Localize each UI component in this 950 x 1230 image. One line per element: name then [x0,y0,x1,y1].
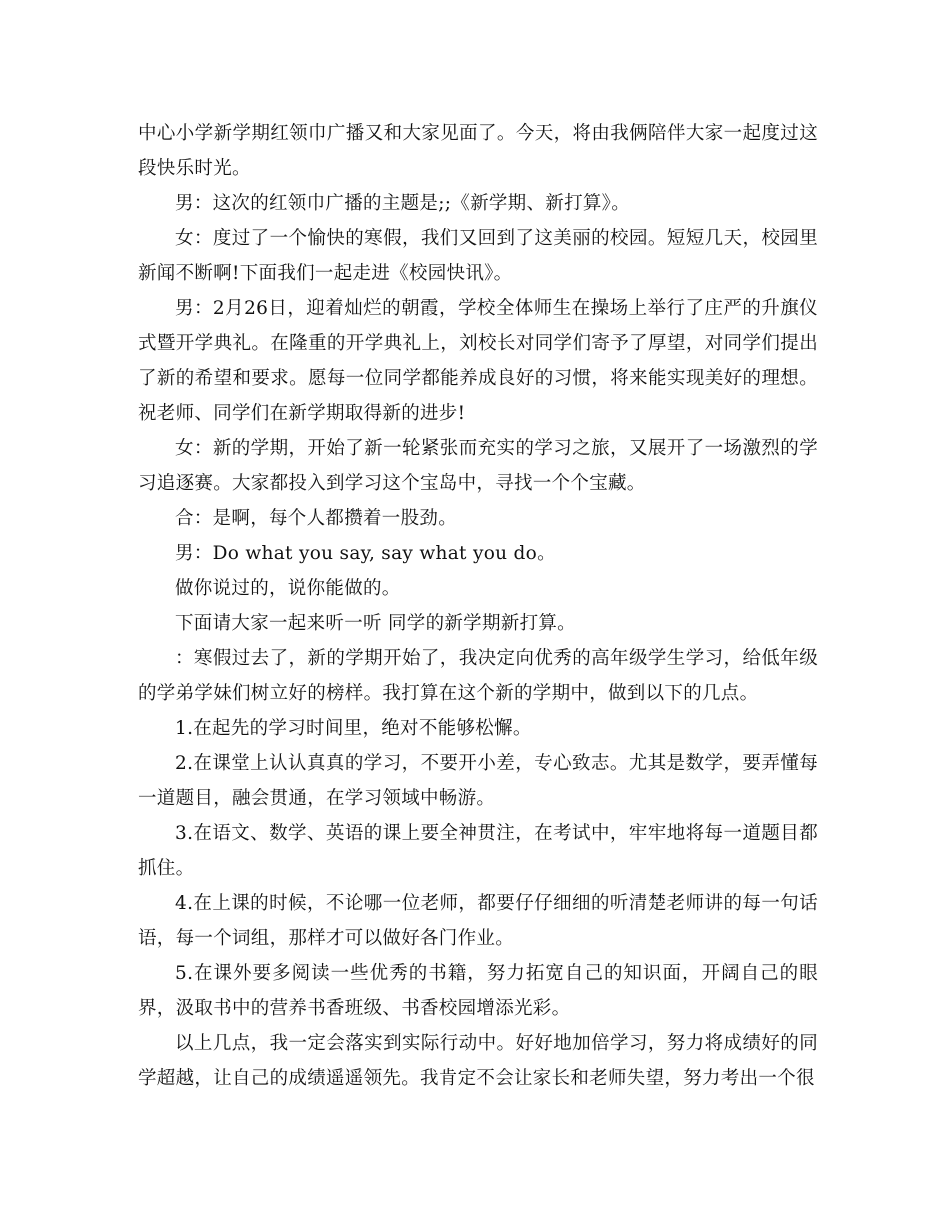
list-item-1: 1.在起先的学习时间里，绝对不能够松懈。 [175,718,532,739]
list-item-3: 3.在语文、数学、英语的课上要全神贯注，在考试中，牢牢地将每一道题目都抓住。 [138,823,818,879]
paragraph-new-semester: 女：新的学期，开始了新一轮紧张而充实的学习之旅，又展开了一场激烈的学习追逐赛。大家都投入到学习这个宝岛中，寻找一个个宝藏。 [138,438,818,494]
paragraph-intro: 中心小学新学期红领巾广播又和大家见面了。今天，将由我俩陪伴大家一起度过这段快乐时光。 [138,123,818,179]
paragraph-conclusion: 以上几点，我一定会落实到实际行动中。好好地加倍学习，努力将成绩好的同学超越，让自己的成绩遥遥领先。我肯定不会让家长和老师失望，努力考出一个很 [138,1033,818,1089]
list-item-4: 4.在上课的时候，不论哪一位老师，都要仔仔细细的听清楚老师讲的每一句话语，每一个词组，那样才可以做好各门作业。 [138,893,818,949]
paragraph-student-plan: ：寒假过去了，新的学期开始了，我决定向优秀的高年级学生学习，给低年级的学弟学妹们树立好的榜样。我打算在这个新的学期中，做到以下的几点。 [138,648,818,704]
paragraph-motto: 男：Do what you say, say what you do。 [175,543,556,564]
list-item-2: 2.在课堂上认认真真的学习，不要开小差，专心致志。尤其是数学，要弄懂每一道题目，融会贯通，在学习领域中畅游。 [138,753,818,809]
paragraph-campus-news: 女：度过了一个愉快的寒假，我们又回到了这美丽的校园。短短几天，校园里新闻不断啊!下面我们一起走进《校园快讯》。 [138,228,818,284]
paragraph-together: 合：是啊，每个人都攒着一股劲。 [175,508,458,529]
paragraph-ceremony: 男：2月26日，迎着灿烂的朝霞，学校全体师生在操场上举行了庄严的升旗仪式暨开学典礼。在隆重的开学典礼上，刘校长对同学们寄予了厚望，对同学们提出了新的希望和要求。愿每一位同学都能养成良好的习惯，将来能实现美好的理想。祝老师、同学们在新学期取得新的进步! [138,298,818,424]
list-item-5: 5.在课外要多阅读一些优秀的书籍，努力拓宽自己的知识面，开阔自己的眼界，汲取书中的营养书香班级、书香校园增添光彩。 [138,963,818,1019]
paragraph-invitation: 下面请大家一起来听一听 同学的新学期新打算。 [175,613,576,634]
document-body [138,116,818,1096]
paragraph-motto-translation: 做你说过的，说你能做的。 [175,578,401,599]
paragraph-theme: 男：这次的红领巾广播的主题是;;《新学期、新打算》。 [175,193,631,214]
